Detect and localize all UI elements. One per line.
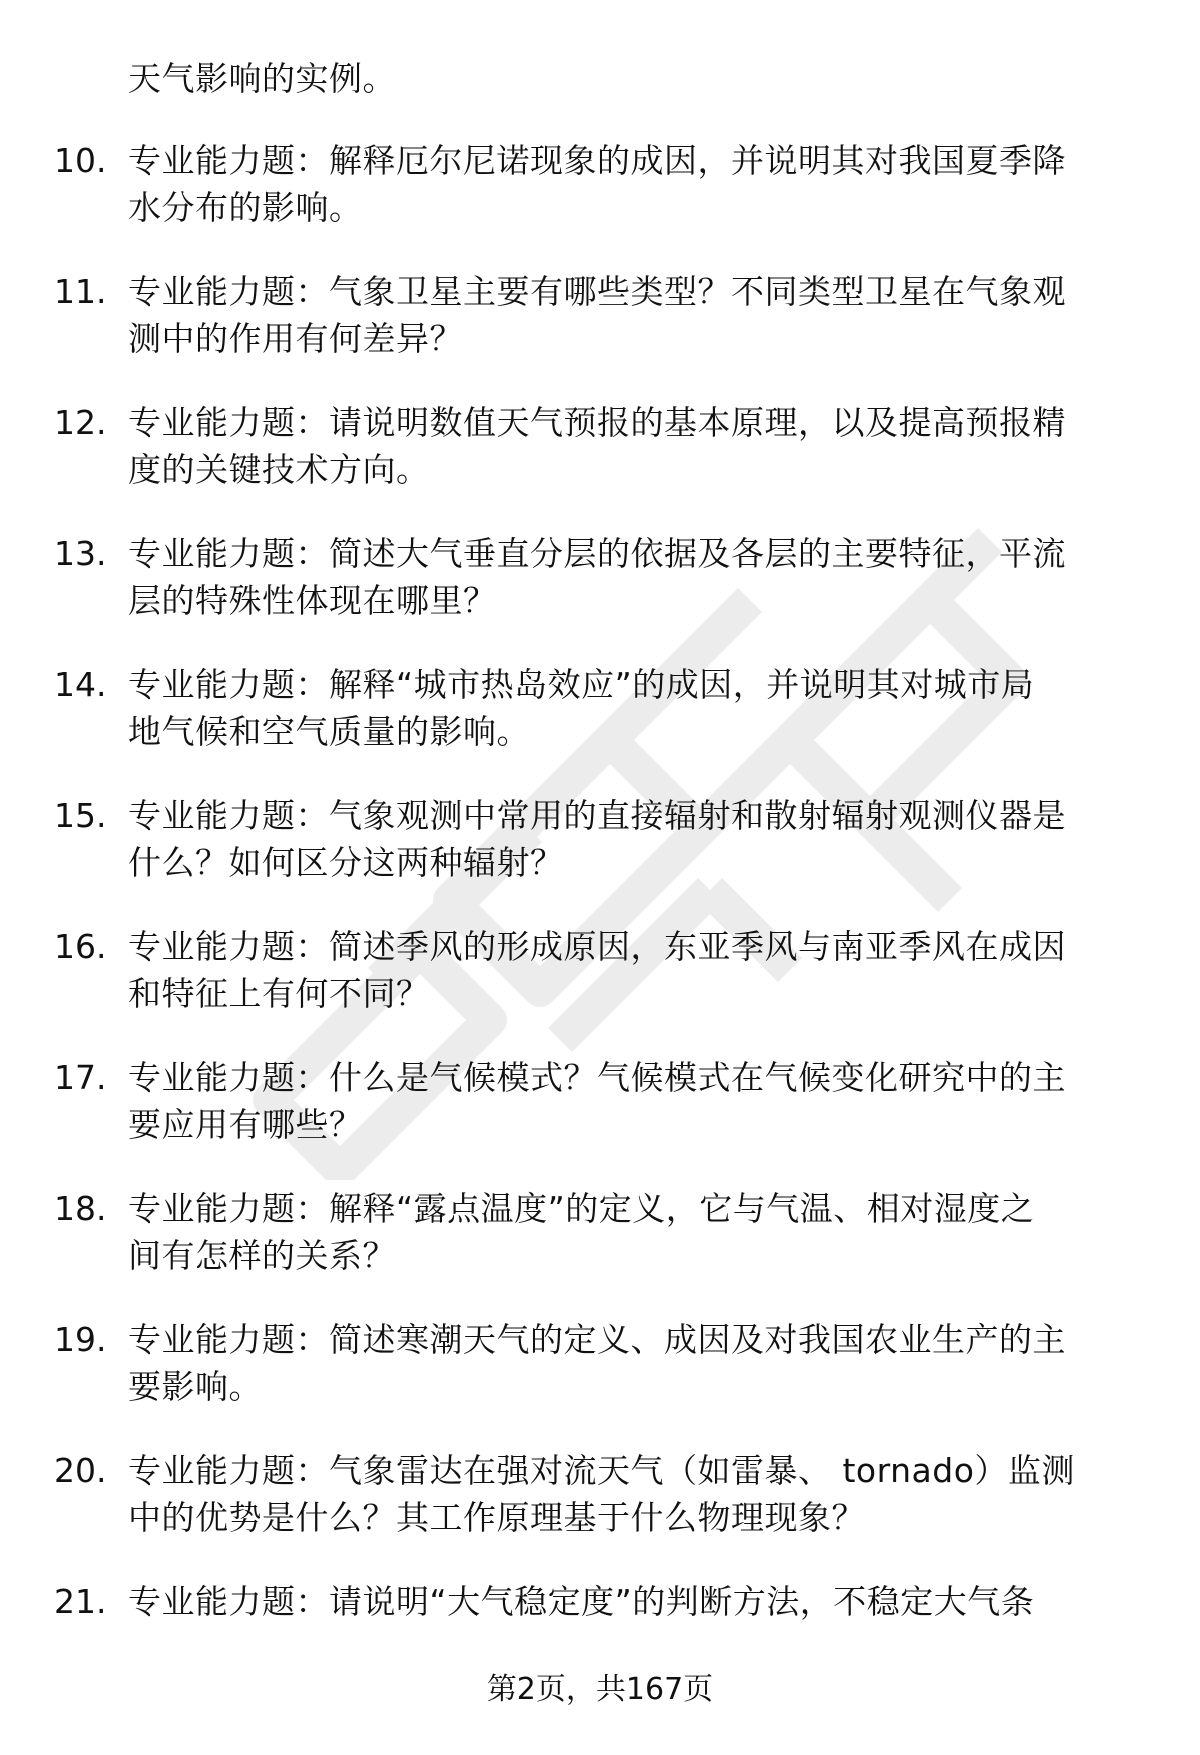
question-item <box>0 1053 1200 1184</box>
question-text-line-1: 专业能力题：气象观测中常用的直接辐射和散射辐射观测仪器是 <box>128 796 1066 835</box>
question-item <box>0 529 1200 660</box>
question-number: 19. <box>54 1320 107 1359</box>
question-text-line-1: 专业能力题：解释“城市热岛效应”的成因，并说明其对城市局 <box>128 665 1035 704</box>
question-item <box>0 267 1200 398</box>
page-footer: 第2页，共167页 <box>486 1672 714 1707</box>
question-number: 11. <box>54 272 107 311</box>
question-text-line-2: 要影响。 <box>128 1367 262 1406</box>
question-number: 10. <box>54 141 107 180</box>
question-text-line-1: 专业能力题：什么是气候模式？气候模式在气候变化研究中的主 <box>128 1058 1066 1097</box>
question-text-line-2: 层的特殊性体现在哪里？ <box>128 581 497 620</box>
question-item <box>0 1315 1200 1446</box>
question-item <box>0 922 1200 1053</box>
question-text-line-1: 专业能力题：解释“露点温度”的定义，它与气温、相对湿度之 <box>128 1189 1035 1228</box>
question-text-line-2: 间有怎样的关系？ <box>128 1236 396 1275</box>
question-item <box>0 1446 1200 1577</box>
question-item <box>0 660 1200 791</box>
question-text-line-2: 什么？如何区分这两种辐射？ <box>128 843 564 882</box>
question-text-line-1: 专业能力题：气象卫星主要有哪些类型？不同类型卫星在气象观 <box>128 272 1066 311</box>
question-text-line-2: 水分布的影响。 <box>128 188 363 227</box>
question-text-line-1: 专业能力题：气象雷达在强对流天气（如雷暴、 tornado）监测 <box>128 1451 1075 1490</box>
question-text-line-1: 专业能力题：请说明数值天气预报的基本原理，以及提高预报精 <box>128 403 1066 442</box>
continued-text: 天气影响的实例。 <box>128 59 396 98</box>
question-number: 17. <box>54 1058 107 1097</box>
question-text-line-2: 要应用有哪些？ <box>128 1105 363 1144</box>
question-item <box>0 136 1200 267</box>
question-text-line-1: 专业能力题：简述季风的形成原因，东亚季风与南亚季风在成因 <box>128 927 1066 966</box>
question-text-line-2: 和特征上有何不同？ <box>128 974 430 1013</box>
question-text-line-2: 测中的作用有何差异？ <box>128 319 463 358</box>
question-text-line-1: 专业能力题：请说明“大气稳定度”的判断方法，不稳定大气条 <box>128 1582 1035 1621</box>
question-number: 15. <box>54 796 107 835</box>
question-text-line-1: 专业能力题：简述大气垂直分层的依据及各层的主要特征，平流 <box>128 534 1066 573</box>
question-number: 16. <box>54 927 107 966</box>
question-text-line-1: 专业能力题：简述寒潮天气的定义、成因及对我国农业生产的主 <box>128 1320 1066 1359</box>
question-number: 21. <box>54 1582 107 1621</box>
question-item <box>0 791 1200 922</box>
question-number: 12. <box>54 403 107 442</box>
question-item <box>0 1184 1200 1315</box>
question-number: 13. <box>54 534 107 573</box>
question-text-line-1: 专业能力题：解释厄尔尼诺现象的成因，并说明其对我国夏季降 <box>128 141 1066 180</box>
question-list <box>0 136 1200 1708</box>
question-item <box>0 398 1200 529</box>
question-text-line-2: 度的关键技术方向。 <box>128 450 430 489</box>
question-text-line-2: 中的优势是什么？其工作原理基于什么物理现象？ <box>128 1498 865 1537</box>
question-number: 14. <box>54 665 107 704</box>
question-number: 18. <box>54 1189 107 1228</box>
question-number: 20. <box>54 1451 107 1490</box>
question-text-line-2: 地气候和空气质量的影响。 <box>128 712 530 751</box>
